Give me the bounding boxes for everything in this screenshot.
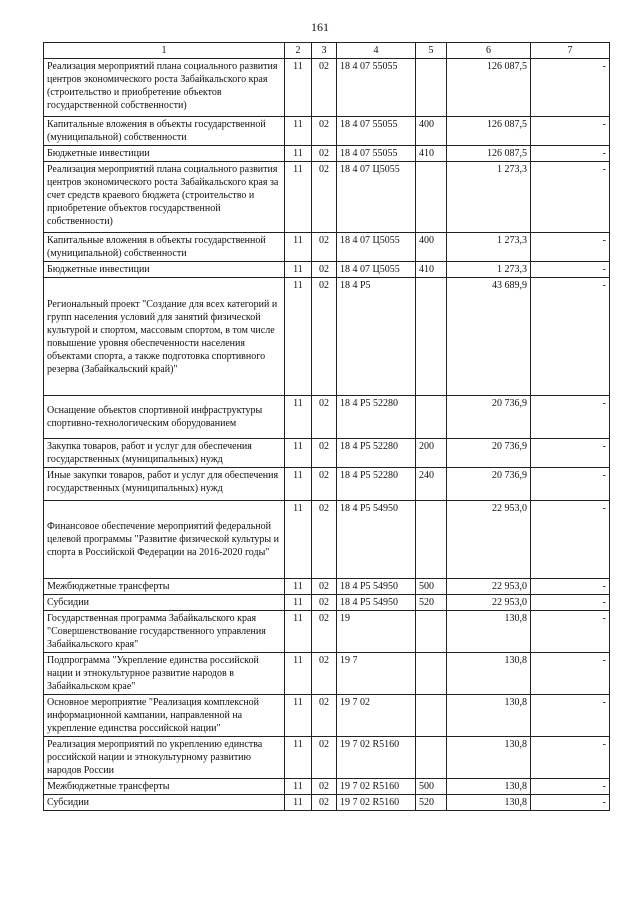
row-name: Финансовое обеспечение мероприятий федеральной целевой программы "Развитие физической культуры и спорта в Российской Федерации на 2016-2020 годы" [44, 501, 285, 579]
amount-secondary: - [531, 146, 610, 162]
target-article-code: 18 4 07 55055 [337, 146, 416, 162]
subsection-code: 02 [312, 262, 337, 278]
target-article-code: 18 4 P5 54950 [337, 579, 416, 595]
table-row [44, 501, 610, 579]
amount-secondary: - [531, 779, 610, 795]
subsection-code: 02 [312, 611, 337, 653]
amount-secondary: - [531, 653, 610, 695]
subsection-code: 02 [312, 468, 337, 501]
amount: 130,8 [447, 795, 531, 811]
table-row [44, 262, 610, 278]
amount: 20 736,9 [447, 396, 531, 439]
section-code: 11 [285, 262, 312, 278]
amount: 126 087,5 [447, 117, 531, 146]
column-header: 7 [531, 43, 610, 59]
expense-type-code: 520 [416, 595, 447, 611]
amount: 22 953,0 [447, 501, 531, 579]
table-row [44, 795, 610, 811]
amount-secondary: - [531, 611, 610, 653]
row-name: Межбюджетные трансферты [44, 579, 285, 595]
row-name: Основное мероприятие "Реализация комплексной информационной кампании, направленной на укрепление единства российской нации" [44, 695, 285, 737]
subsection-code: 02 [312, 233, 337, 262]
amount: 22 953,0 [447, 579, 531, 595]
table-row [44, 737, 610, 779]
column-header: 1 [44, 43, 285, 59]
table-row [44, 396, 610, 439]
expense-type-code: 500 [416, 579, 447, 595]
section-code: 11 [285, 233, 312, 262]
section-code: 11 [285, 611, 312, 653]
row-name: Субсидии [44, 595, 285, 611]
target-article-code: 18 4 07 55055 [337, 117, 416, 146]
expense-type-code [416, 396, 447, 439]
amount: 126 087,5 [447, 146, 531, 162]
row-name: Закупка товаров, работ и услуг для обеспечения государственных (муниципальных) нужд [44, 439, 285, 468]
target-article-code: 19 7 02 R5160 [337, 795, 416, 811]
target-article-code: 18 4 07 55055 [337, 59, 416, 117]
table-row [44, 439, 610, 468]
expense-type-code: 500 [416, 779, 447, 795]
row-name: Капитальные вложения в объекты государственной (муниципальной) собственности [44, 117, 285, 146]
subsection-code: 02 [312, 59, 337, 117]
row-name: Государственная программа Забайкальского края "Совершенствование государственного управления Забайкальского края" [44, 611, 285, 653]
section-code: 11 [285, 779, 312, 795]
table-row [44, 278, 610, 396]
amount-secondary: - [531, 233, 610, 262]
row-name: Региональный проект "Создание для всех категорий и групп населения условий для занятий физической культурой и спортом, массовым спортом, в том числе повышение уровня обеспеченности населения объектами спорта, а также подготовка спортивного резерва (Забайкальский край)" [44, 278, 285, 396]
target-article-code: 18 4 P5 52280 [337, 468, 416, 501]
row-name: Иные закупки товаров, работ и услуг для обеспечения государственных (муниципальных) нужд [44, 468, 285, 501]
amount-secondary: - [531, 579, 610, 595]
expense-type-code [416, 737, 447, 779]
expense-type-code: 200 [416, 439, 447, 468]
subsection-code: 02 [312, 595, 337, 611]
column-header: 2 [285, 43, 312, 59]
expense-type-code: 240 [416, 468, 447, 501]
section-code: 11 [285, 278, 312, 396]
amount-secondary: - [531, 501, 610, 579]
expense-type-code: 400 [416, 117, 447, 146]
amount: 126 087,5 [447, 59, 531, 117]
expense-type-code: 400 [416, 233, 447, 262]
table-row [44, 162, 610, 233]
target-article-code: 18 4 P5 54950 [337, 595, 416, 611]
amount-secondary: - [531, 117, 610, 146]
amount-secondary: - [531, 278, 610, 396]
expense-type-code [416, 278, 447, 396]
table-row [44, 146, 610, 162]
subsection-code: 02 [312, 146, 337, 162]
target-article-code: 18 4 07 Ц5055 [337, 262, 416, 278]
target-article-code: 19 7 02 R5160 [337, 737, 416, 779]
header-row [44, 43, 610, 59]
amount-secondary: - [531, 737, 610, 779]
amount: 1 273,3 [447, 262, 531, 278]
amount-secondary: - [531, 162, 610, 233]
section-code: 11 [285, 162, 312, 233]
section-code: 11 [285, 579, 312, 595]
amount-secondary: - [531, 262, 610, 278]
amount-secondary: - [531, 695, 610, 737]
section-code: 11 [285, 795, 312, 811]
table-row [44, 653, 610, 695]
target-article-code: 18 4 P5 54950 [337, 501, 416, 579]
table-row [44, 695, 610, 737]
row-name: Капитальные вложения в объекты государственной (муниципальной) собственности [44, 233, 285, 262]
amount-secondary: - [531, 795, 610, 811]
row-name: Реализация мероприятий по укреплению единства российской нации и этнокультурному развитию народов России [44, 737, 285, 779]
row-name: Оснащение объектов спортивной инфраструктуры спортивно-технологическим оборудованием [44, 396, 285, 439]
amount: 22 953,0 [447, 595, 531, 611]
target-article-code: 18 4 07 Ц5055 [337, 233, 416, 262]
table-row [44, 117, 610, 146]
subsection-code: 02 [312, 737, 337, 779]
column-header: 5 [416, 43, 447, 59]
subsection-code: 02 [312, 779, 337, 795]
section-code: 11 [285, 117, 312, 146]
expense-type-code: 520 [416, 795, 447, 811]
target-article-code: 18 4 P5 52280 [337, 396, 416, 439]
section-code: 11 [285, 468, 312, 501]
amount: 130,8 [447, 611, 531, 653]
table-row [44, 468, 610, 501]
amount: 20 736,9 [447, 468, 531, 501]
section-code: 11 [285, 695, 312, 737]
amount: 130,8 [447, 779, 531, 795]
expense-type-code [416, 59, 447, 117]
target-article-code: 19 7 02 R5160 [337, 779, 416, 795]
subsection-code: 02 [312, 396, 337, 439]
expense-type-code [416, 695, 447, 737]
amount: 1 273,3 [447, 162, 531, 233]
amount-secondary: - [531, 59, 610, 117]
table-row [44, 779, 610, 795]
target-article-code: 19 7 02 [337, 695, 416, 737]
subsection-code: 02 [312, 579, 337, 595]
column-header: 6 [447, 43, 531, 59]
target-article-code: 19 [337, 611, 416, 653]
row-name: Реализация мероприятий плана социального развития центров экономического роста Забайкальского края за счет средств краевого бюджета (строительство и приобретение объектов государственной собственности) [44, 162, 285, 233]
amount-secondary: - [531, 468, 610, 501]
expense-type-code [416, 162, 447, 233]
section-code: 11 [285, 595, 312, 611]
amount: 130,8 [447, 653, 531, 695]
budget-table [43, 42, 610, 811]
page-number: 161 [311, 20, 329, 34]
row-name: Межбюджетные трансферты [44, 779, 285, 795]
column-header: 4 [337, 43, 416, 59]
expense-type-code: 410 [416, 146, 447, 162]
row-name: Субсидии [44, 795, 285, 811]
column-header: 3 [312, 43, 337, 59]
section-code: 11 [285, 439, 312, 468]
subsection-code: 02 [312, 695, 337, 737]
subsection-code: 02 [312, 278, 337, 396]
amount: 130,8 [447, 695, 531, 737]
subsection-code: 02 [312, 117, 337, 146]
section-code: 11 [285, 501, 312, 579]
subsection-code: 02 [312, 162, 337, 233]
expense-type-code [416, 611, 447, 653]
subsection-code: 02 [312, 501, 337, 579]
target-article-code: 18 4 07 Ц5055 [337, 162, 416, 233]
table-row [44, 595, 610, 611]
expense-type-code [416, 501, 447, 579]
table-row [44, 233, 610, 262]
target-article-code: 18 4 P5 [337, 278, 416, 396]
expense-type-code: 410 [416, 262, 447, 278]
section-code: 11 [285, 737, 312, 779]
section-code: 11 [285, 396, 312, 439]
subsection-code: 02 [312, 795, 337, 811]
amount: 20 736,9 [447, 439, 531, 468]
section-code: 11 [285, 653, 312, 695]
row-name: Бюджетные инвестиции [44, 262, 285, 278]
amount-secondary: - [531, 396, 610, 439]
amount: 43 689,9 [447, 278, 531, 396]
expense-type-code [416, 653, 447, 695]
amount-secondary: - [531, 595, 610, 611]
amount: 1 273,3 [447, 233, 531, 262]
target-article-code: 19 7 [337, 653, 416, 695]
table-row [44, 579, 610, 595]
section-code: 11 [285, 59, 312, 117]
amount: 130,8 [447, 737, 531, 779]
table-row [44, 59, 610, 117]
row-name: Реализация мероприятий плана социального развития центров экономического роста Забайкальского края (строительство и приобретение объектов государственной собственности) [44, 59, 285, 117]
row-name: Подпрограмма "Укрепление единства российской нации и этнокультурное развитие народов в Забайкальском крае" [44, 653, 285, 695]
subsection-code: 02 [312, 439, 337, 468]
table-row [44, 611, 610, 653]
section-code: 11 [285, 146, 312, 162]
target-article-code: 18 4 P5 52280 [337, 439, 416, 468]
row-name: Бюджетные инвестиции [44, 146, 285, 162]
amount-secondary: - [531, 439, 610, 468]
subsection-code: 02 [312, 653, 337, 695]
